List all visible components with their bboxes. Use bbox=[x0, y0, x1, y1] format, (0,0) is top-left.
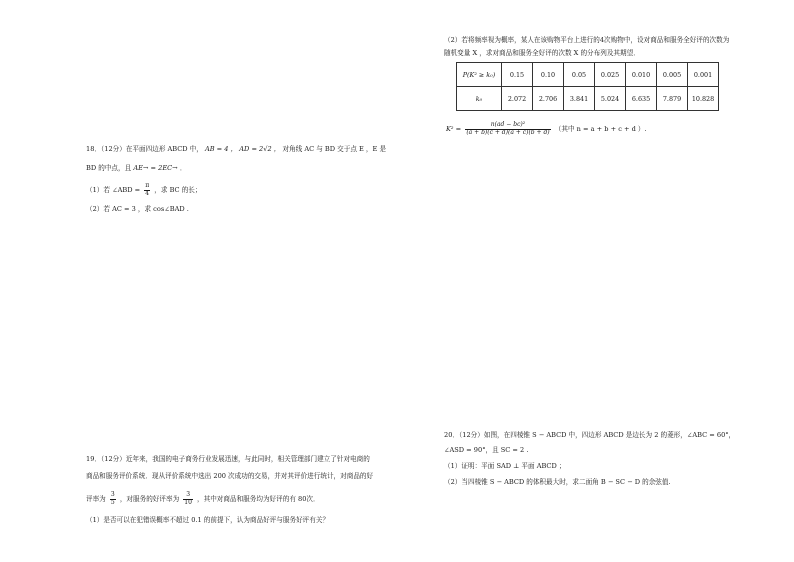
table-cell: 10.828 bbox=[688, 87, 719, 111]
q19-text: ，对服务的好评率为 bbox=[119, 495, 180, 503]
formula-denominator: (a + b)(c + d)(a + c)(b + d) bbox=[466, 128, 550, 136]
q18-line2 bbox=[86, 164, 186, 173]
q19-line1: 19．（12分）近年来，我国的电子商务行业发展迅速，与此同时，相关管理部门建立了针对电商的 bbox=[86, 455, 370, 463]
table-cell: 0.05 bbox=[564, 63, 595, 87]
q19-part1: （1）是否可以在犯错误概率不超过 0.1 的前提下，认为商品好评与服务好评有关？ bbox=[86, 516, 330, 524]
q18-text: 对角线 AC 与 BD 交于点 E ，E 是 bbox=[282, 145, 387, 153]
q18-fraction bbox=[144, 183, 150, 197]
chi-square-formula bbox=[446, 122, 766, 136]
q19-text: 评率为 bbox=[86, 495, 106, 503]
q18-part1 bbox=[86, 183, 201, 197]
table-cell: 2.706 bbox=[533, 87, 564, 111]
critical-value-table bbox=[456, 62, 719, 111]
q19-part2-line1: （2）若将频率视为概率，某人在该购物平台上进行的4次购物中，设对商品和服务全好评的次数为 bbox=[444, 36, 730, 44]
q19-fraction-2 bbox=[183, 492, 193, 506]
q18-line1 bbox=[86, 145, 386, 154]
formula-note: （其中 n = a + b + c + d ）. bbox=[554, 125, 647, 133]
q19-text: ，其中对商品和服务均为好评的有 80次． bbox=[197, 495, 320, 503]
table-cell: 0.010 bbox=[626, 63, 657, 87]
table-cell: 5.024 bbox=[595, 87, 626, 111]
table-cell: 3.841 bbox=[564, 87, 595, 111]
table-head-cell: P(K² ≥ k₀) bbox=[457, 63, 502, 87]
q19-line3 bbox=[86, 492, 320, 506]
formula-numerator: n(ad − bc)² bbox=[465, 122, 550, 130]
q18-text: ，求 BC 的长； bbox=[154, 186, 202, 194]
q19-line2: 商品和服务评价系统．现从评价系统中选出 200 次成功的交易，并对其评价进行统计，对商品的好 bbox=[86, 472, 374, 480]
fraction-denominator: 4 bbox=[145, 189, 150, 197]
table-cell: 0.10 bbox=[533, 63, 564, 87]
table-head-cell: k₀ bbox=[457, 87, 502, 111]
q20-line1: 20．（12分）如图，在四棱锥 S − ABCD 中，四边形 ABCD 是边长为 2 的菱形，∠ABC = 60°， bbox=[444, 431, 736, 439]
table-cell: 0.15 bbox=[502, 63, 533, 87]
fraction-numerator: 3 bbox=[110, 491, 115, 498]
q19-part2-line2: 随机变量 X ，求对商品和服务全好评的次数 X 的分布列及其期望． bbox=[444, 49, 640, 57]
fraction-numerator: π bbox=[145, 182, 150, 189]
table-row bbox=[457, 63, 719, 87]
q18-part2: （2）若 AC = 3 ，求 cos∠BAD . bbox=[86, 205, 189, 213]
fraction-numerator: 3 bbox=[183, 492, 193, 500]
q20-part1: （1）证明：平面 SAD ⊥ 平面 ABCD ； bbox=[444, 462, 566, 470]
formula-fraction bbox=[465, 122, 550, 136]
fraction-denominator: 10 bbox=[184, 498, 192, 506]
table-cell: 0.005 bbox=[657, 63, 688, 87]
q20-part2: （2）当四棱锥 S − ABCD 的体积最大时，求二面角 B − SC − D 的余弦值. bbox=[444, 478, 671, 486]
q18-text: BD 的中点，且 bbox=[86, 164, 132, 172]
table-cell: 7.879 bbox=[657, 87, 688, 111]
q18-text: （1）若 ∠ABD = bbox=[86, 186, 141, 194]
q18-text: 18．（12分）在平面四边形 ABCD 中， bbox=[86, 145, 203, 153]
q19-fraction-1 bbox=[110, 492, 116, 506]
table-cell: 0.025 bbox=[595, 63, 626, 87]
q18-text: ． bbox=[179, 164, 187, 172]
table-row bbox=[457, 87, 719, 111]
q18-math: AB = 4 ， bbox=[204, 145, 238, 153]
formula-lhs: K² = bbox=[446, 125, 462, 133]
q20-line2: ∠ASD = 90°，且 SC = 2 . bbox=[444, 446, 529, 454]
table-cell: 2.072 bbox=[502, 87, 533, 111]
q18-vector-eq: AE→ = 2EC→ bbox=[133, 164, 178, 172]
table-cell: 0.001 bbox=[688, 63, 719, 87]
table-cell: 6.635 bbox=[626, 87, 657, 111]
q18-math: AD = 2√2 ， bbox=[239, 145, 281, 153]
fraction-denominator: 5 bbox=[110, 498, 115, 506]
